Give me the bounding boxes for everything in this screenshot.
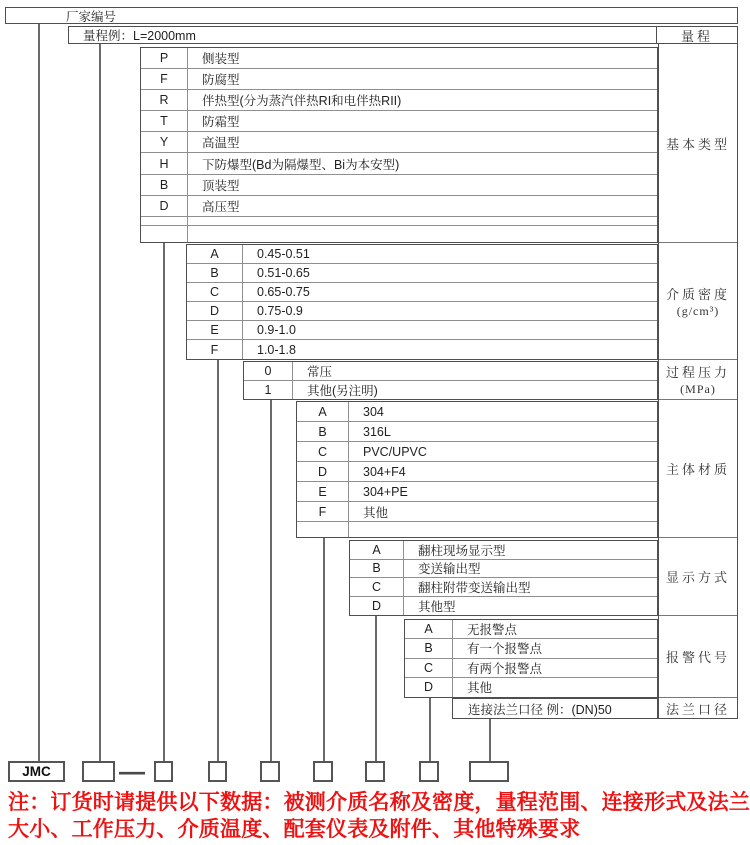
connector-line-medium-density — [217, 360, 219, 761]
description-cell: 翻柱现场显示型 — [418, 543, 506, 558]
description-cell: 高压型 — [202, 199, 240, 214]
description-cell: 防霜型 — [202, 115, 240, 130]
code-cell — [141, 217, 188, 225]
description-cell — [188, 217, 657, 225]
connector-line-flange-size — [489, 719, 491, 761]
code-cell: B — [297, 422, 349, 441]
code-cell: P — [141, 48, 188, 68]
category-label-range: 量程 — [656, 27, 737, 43]
description-cell: 伴热型(分为蒸汽伴热RI和电伴热RII) — [202, 94, 402, 109]
table-row — [350, 597, 657, 616]
connector-line-basic-type — [163, 243, 165, 761]
section-display-mode — [349, 540, 658, 616]
description-cell — [188, 226, 657, 242]
section-body-material — [296, 401, 658, 538]
ordering-note-line1: 注：订货时请提供以下数据：被测介质名称及密度，量程范围、连接形式及法兰 — [8, 791, 750, 814]
table-row — [141, 217, 657, 226]
category-label-medium-density: 介质密度 (g/cm³) — [659, 243, 737, 360]
category-label-column — [658, 44, 738, 719]
section-basic-type — [140, 47, 658, 243]
code-cell: 0 — [244, 362, 293, 380]
code-cell: C — [405, 659, 453, 677]
table-row — [141, 48, 657, 69]
code-cell: C — [350, 578, 404, 596]
ordering-note — [8, 789, 750, 843]
table-row — [297, 442, 657, 462]
code-cell: C — [297, 442, 349, 461]
description-cell: 无报警点 — [467, 623, 518, 638]
description-cell: 有两个报警点 — [467, 661, 543, 676]
manufacturer-code-row — [5, 7, 738, 24]
manufacturer-code-label: 厂家编号 — [66, 9, 117, 24]
code-cell: C — [187, 283, 243, 301]
code-cell: D — [187, 302, 243, 320]
code-cell: B — [350, 560, 404, 578]
category-label-process-pressure: 过程压力 (MPa) — [659, 360, 737, 400]
connector-line-body-material — [323, 538, 325, 761]
model-prefix-box: JMC — [8, 761, 65, 782]
table-row — [297, 462, 657, 482]
range-example-text: 量程例：L=2000mm — [83, 29, 196, 43]
table-row — [297, 482, 657, 502]
table-row — [141, 153, 657, 174]
description-cell: 其他 — [467, 681, 493, 696]
description-cell: 304+F4 — [363, 464, 406, 479]
code-cell — [297, 522, 349, 537]
ordering-note-line2: 大小、工作压力、介质温度、配套仪表及附件、其他特殊要求 — [8, 818, 581, 841]
code-cell: B — [187, 264, 243, 282]
model-code-box-process-pressure — [260, 761, 280, 782]
table-row — [405, 678, 657, 697]
description-cell: 0.51-0.65 — [257, 266, 310, 280]
table-row — [187, 321, 657, 340]
connector-line-range — [99, 44, 101, 761]
table-row — [405, 639, 657, 658]
code-cell: E — [297, 482, 349, 501]
table-row — [350, 541, 657, 560]
code-cell: 1 — [244, 381, 293, 400]
category-label-display-mode: 显示方式 — [659, 538, 737, 616]
section-alarm-code — [404, 619, 658, 698]
code-cell: F — [297, 502, 349, 521]
connector-line-alarm-code — [429, 698, 431, 761]
model-code-box-display-mode — [365, 761, 385, 782]
table-row — [187, 340, 657, 359]
separator-dash: — — [119, 756, 145, 786]
code-cell: R — [141, 90, 188, 110]
code-cell — [141, 226, 188, 242]
description-cell: 1.0-1.8 — [257, 342, 296, 357]
code-cell: Y — [141, 132, 188, 152]
table-row — [141, 196, 657, 217]
description-cell: 0.45-0.51 — [257, 247, 310, 261]
model-code-box-basic-type — [154, 761, 173, 782]
description-cell: 304+PE — [363, 484, 408, 499]
description-cell: 其他 — [363, 505, 389, 520]
table-row — [350, 578, 657, 597]
description-cell: 其他型 — [418, 599, 456, 614]
model-code-box-flange-size — [469, 761, 509, 782]
description-cell: 下防爆型(Bd为隔爆型、Bi为本安型) — [202, 157, 400, 172]
code-cell: A — [405, 620, 453, 638]
code-cell: E — [187, 321, 243, 339]
code-cell: D — [350, 597, 404, 616]
description-cell: 316L — [363, 424, 391, 439]
code-cell: T — [141, 111, 188, 131]
category-label-body-material: 主体材质 — [659, 400, 737, 538]
table-row — [244, 381, 657, 400]
model-code-box-range — [82, 761, 115, 782]
code-cell: F — [187, 340, 243, 359]
flange-size-text: 连接法兰口径 例：(DN)50 — [468, 702, 612, 717]
table-row — [141, 111, 657, 132]
category-label-flange-size: 法兰口径 — [665, 702, 730, 717]
model-code-box-alarm-code — [419, 761, 439, 782]
code-cell: B — [405, 639, 453, 657]
category-label-alarm-code: 报警代号 — [659, 616, 737, 698]
table-row — [187, 245, 657, 264]
description-cell: 高温型 — [202, 136, 240, 151]
table-row — [141, 175, 657, 196]
table-row — [187, 283, 657, 302]
model-code-box-body-material — [313, 761, 333, 782]
table-row — [141, 132, 657, 153]
flange-size-row — [452, 698, 658, 719]
table-row — [405, 620, 657, 639]
code-cell: H — [141, 153, 188, 173]
description-cell: 顶装型 — [202, 178, 240, 193]
table-row — [187, 264, 657, 283]
table-row — [244, 362, 657, 381]
code-cell: D — [405, 678, 453, 697]
code-cell: B — [141, 175, 188, 195]
table-row — [141, 226, 657, 242]
code-cell: A — [187, 245, 243, 263]
code-cell: A — [350, 541, 404, 559]
description-cell: 常压 — [307, 364, 333, 379]
description-cell: 翻柱附带变送输出型 — [418, 580, 531, 595]
table-row — [297, 422, 657, 442]
code-cell: D — [297, 462, 349, 481]
table-row — [141, 69, 657, 90]
model-code-box-medium-density — [208, 761, 227, 782]
description-cell: 0.75-0.9 — [257, 304, 303, 318]
table-row — [297, 502, 657, 522]
category-label-basic-type: 基本类型 — [659, 44, 737, 243]
code-cell: D — [141, 196, 188, 216]
description-cell: 变送输出型 — [418, 562, 481, 577]
code-cell: F — [141, 69, 188, 89]
connector-line-process-pressure — [270, 400, 272, 761]
description-cell: 其他(另注明) — [307, 383, 378, 398]
range-row — [68, 26, 738, 44]
table-row — [297, 402, 657, 422]
description-cell: 侧装型 — [202, 52, 240, 67]
description-cell: PVC/UPVC — [363, 444, 427, 459]
section-process-pressure — [243, 361, 658, 400]
table-row — [141, 90, 657, 111]
description-cell: 防腐型 — [202, 73, 240, 88]
description-cell — [349, 522, 657, 537]
description-cell: 0.9-1.0 — [257, 323, 296, 337]
description-cell: 0.65-0.75 — [257, 285, 310, 299]
section-medium-density — [186, 244, 658, 360]
connector-line-display-mode — [375, 616, 377, 761]
description-cell: 304 — [363, 404, 384, 419]
table-row — [405, 659, 657, 678]
table-row — [187, 302, 657, 321]
description-cell: 有一个报警点 — [467, 642, 543, 657]
connector-line-manufacturer — [38, 24, 40, 761]
table-row — [297, 522, 657, 537]
table-row — [350, 560, 657, 579]
code-cell: A — [297, 402, 349, 421]
